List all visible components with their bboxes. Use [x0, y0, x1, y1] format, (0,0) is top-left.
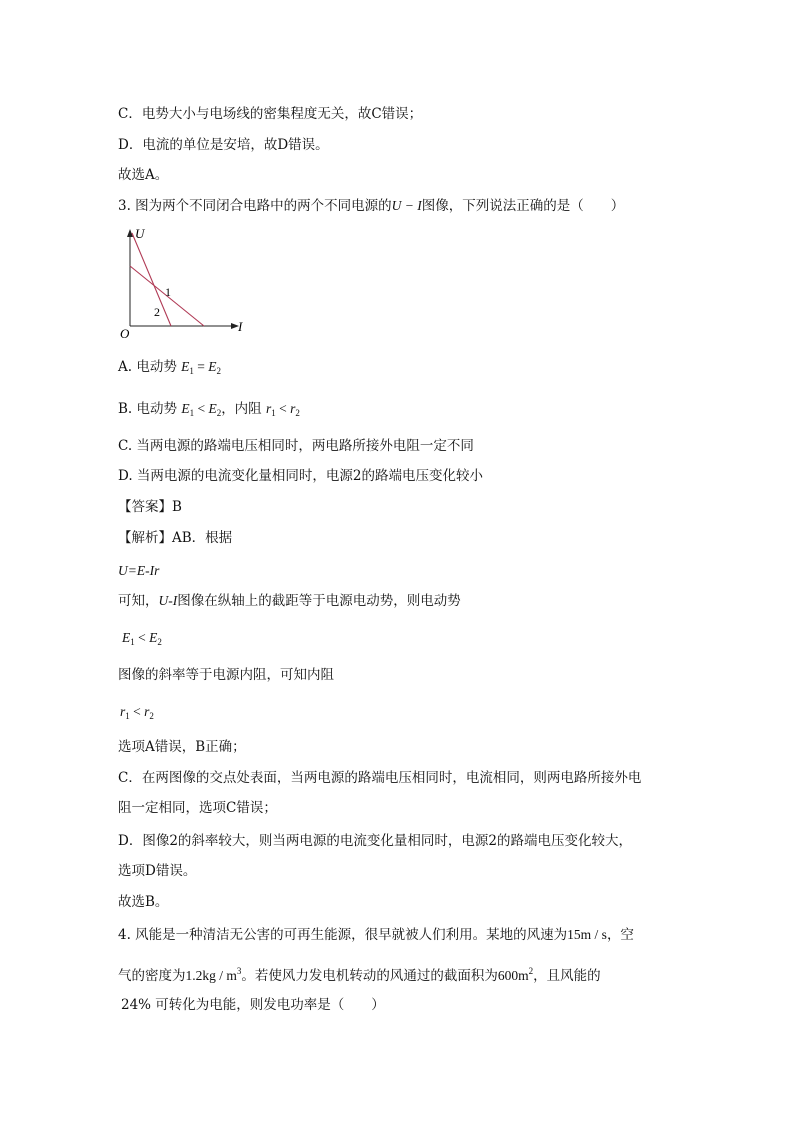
option-c: C. 当两电源的路端电压相同时，两电路所接外电阻一定不同 — [118, 438, 474, 454]
text-line: C．电势大小与电场线的密集程度无关，故C错误； — [118, 106, 423, 122]
graph-line-2 — [132, 233, 171, 326]
axis-label-u: U — [135, 226, 145, 241]
analysis-text: D．图像2的斜率较大，则当两电源的电流变化量相同时，电源2的路端电压变化较大， — [118, 833, 633, 849]
analysis-text: 选项D错误。 — [118, 863, 197, 879]
u-i-graph — [118, 225, 258, 340]
analysis-text: C．在两图像的交点处表面，当两电源的路端电压相同时，电流相同，则两电路所接外电 — [118, 770, 642, 786]
inequality-r: $r_1 < r_2$ — [120, 704, 154, 721]
analysis-text: 可知，U-I图像在纵轴上的截距等于电源电动势，则电动势 — [118, 593, 461, 609]
text-line: 故选A。 — [118, 167, 169, 183]
question-4-stem: 4. 风能是一种清洁无公害的可再生能源，很早就被人们利用。某地的风速为15m / s，空 — [118, 927, 634, 943]
question-4-stem: 气的密度为$1.2kg / m^3$。若使风力发电机转动的风通过的截面积为$600m^2$，且风能的 — [118, 966, 601, 984]
option-b: B. 电动势 $E_1 < E_2$，内阻 $r_1 < r_2$ — [118, 401, 300, 418]
option-a: A. 电动势 $E_1 = E_2$ — [118, 359, 222, 376]
answer-label: 【答案】B — [118, 499, 182, 515]
line-2-label: 2 — [154, 305, 160, 319]
analysis-text: 故选B。 — [118, 894, 169, 910]
formula: U=E-Ir — [118, 563, 160, 578]
question-3-stem: 3. 图为两个不同闭合电路中的两个不同电源的U − I图像，下列说法正确的是（ ） — [118, 198, 625, 214]
analysis-text: 图像的斜率等于电源内阻，可知内阻 — [118, 667, 334, 683]
origin-label: O — [120, 326, 130, 340]
axis-label-i: I — [238, 319, 243, 334]
line-1-label: 1 — [165, 285, 171, 299]
analysis-intro: 【解析】AB．根据 — [118, 530, 233, 546]
text-line: D．电流的单位是安培，故D错误。 — [118, 137, 329, 153]
analysis-text: 选项A错误，B正确； — [118, 739, 246, 755]
inequality-e: $E_1 < E_2$ — [122, 630, 162, 647]
analysis-text: 阻一定相同，选项C错误； — [118, 800, 277, 816]
option-d: D. 当两电源的电流变化量相同时，电源2的路端电压变化较小 — [118, 468, 484, 484]
question-4-stem: 24% 可转化为电能，则发电功率是（ ） — [121, 997, 385, 1013]
